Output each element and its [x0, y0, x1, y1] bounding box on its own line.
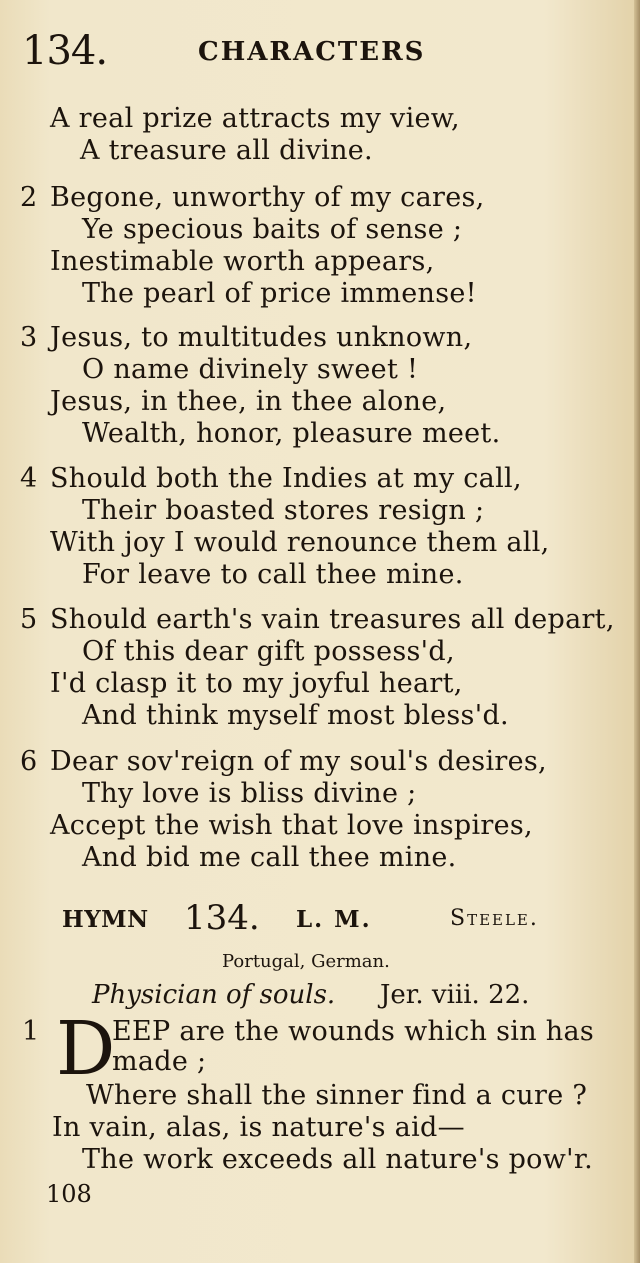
verse-line: Begone, unworthy of my cares,	[50, 182, 485, 213]
continuation-line: A treasure all divine.	[80, 135, 373, 166]
hymn-tunes: Portugal, German.	[222, 951, 390, 972]
verse-line: made ;	[112, 1046, 207, 1077]
verse-line: O name divinely sweet !	[82, 354, 419, 385]
page-header	[22, 28, 622, 78]
stanza-number: 2	[20, 182, 38, 213]
verse-line: Their boasted stores resign ;	[82, 495, 485, 526]
hymn-scripture: Jer. viii. 22.	[380, 980, 530, 1010]
verse-line: Should earth's vain treasures all depart,	[50, 604, 615, 635]
stanza-number: 1	[22, 1016, 40, 1047]
verse-line: Jesus, to multitudes unknown,	[50, 322, 473, 353]
hymn-label: HYMN	[62, 906, 149, 933]
verse-line: For leave to call thee mine.	[82, 559, 464, 590]
signature-number: 108	[46, 1180, 92, 1208]
verse-line: The work exceeds all nature's pow'r.	[82, 1144, 593, 1175]
verse-line: Thy love is bliss divine ;	[82, 778, 417, 809]
verse-line: Dear sov'reign of my soul's desires,	[50, 746, 547, 777]
page-edge-shadow	[634, 0, 640, 1263]
hymn-author: Steele.	[450, 906, 539, 931]
verse-line: The pearl of price immense!	[82, 278, 477, 309]
verse-line: I'd clasp it to my joyful heart,	[50, 668, 463, 699]
continuation-line: A real prize attracts my view,	[50, 103, 460, 134]
verse-line: And bid me call thee mine.	[82, 842, 457, 873]
hymn-meter: L. M.	[296, 906, 372, 933]
stanza-number: 6	[20, 746, 38, 777]
verse-line: Inestimable worth appears,	[50, 246, 435, 277]
verse-line: Wealth, honor, pleasure meet.	[82, 418, 501, 449]
stanza-number: 4	[20, 463, 38, 494]
hymn-number: 134.	[184, 898, 260, 938]
drop-cap: D	[56, 1006, 116, 1092]
verse-line: Should both the Indies at my call,	[50, 463, 522, 494]
verse-line: Accept the wish that love inspires,	[50, 810, 533, 841]
stanza-number: 5	[20, 604, 38, 635]
verse-line: Where shall the sinner find a cure ?	[86, 1080, 588, 1111]
verse-line: With joy I would renounce them all,	[50, 527, 550, 558]
verse-line: Ye specious baits of sense ;	[82, 214, 463, 245]
running-title: CHARACTERS	[198, 37, 426, 67]
verse-line: In vain, alas, is nature's aid—	[52, 1112, 465, 1143]
hymn-heading	[62, 900, 622, 940]
verse-line: And think myself most bless'd.	[82, 700, 509, 731]
verse-line: Of this dear gift possess'd,	[82, 636, 455, 667]
verse-line: EEP are the wounds which sin has	[112, 1016, 595, 1047]
page-number: 134.	[22, 28, 108, 74]
hymn-subject: Physician of souls.	[92, 980, 336, 1010]
verse-line: Jesus, in thee, in thee alone,	[50, 386, 447, 417]
stanza-number: 3	[20, 322, 38, 353]
